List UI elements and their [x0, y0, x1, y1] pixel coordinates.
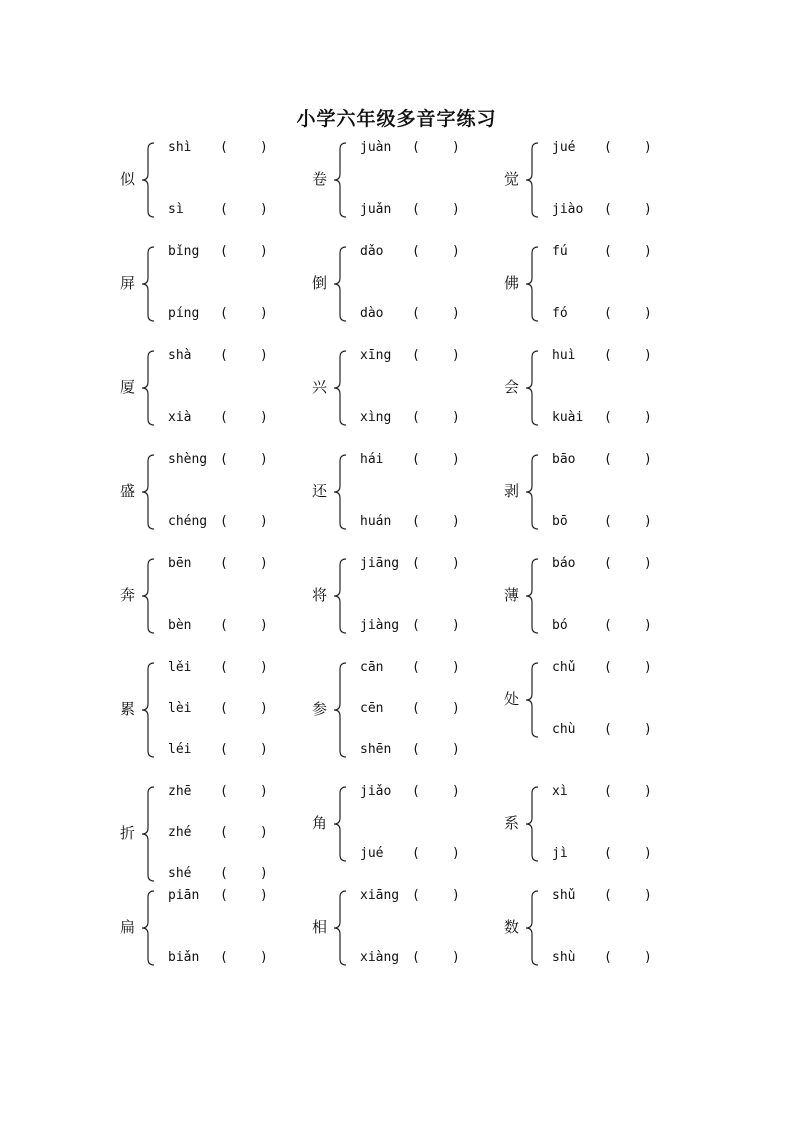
polyphone-char: 兴	[312, 378, 328, 396]
pinyin-reading: dào	[360, 306, 384, 321]
reading-line	[168, 514, 318, 530]
polyphone-char: 厦	[120, 378, 136, 396]
pinyin-reading: fú	[552, 244, 568, 259]
answer-close-paren: )	[644, 846, 652, 861]
pinyin-reading: shà	[168, 348, 192, 363]
reading-line	[168, 618, 318, 634]
polyphone-char: 累	[120, 700, 136, 718]
reading-line	[168, 950, 318, 966]
curly-brace-icon	[524, 350, 540, 426]
answer-open-paren: (	[604, 452, 612, 467]
reading-line	[552, 888, 702, 904]
polyphone-char: 觉	[504, 170, 520, 188]
pinyin-reading: chǔ	[552, 660, 576, 675]
answer-close-paren: )	[452, 846, 460, 861]
answer-open-paren: (	[412, 556, 420, 571]
answer-open-paren: (	[412, 618, 420, 633]
answer-open-paren: (	[220, 618, 228, 633]
reading-line	[552, 950, 702, 966]
answer-close-paren: )	[644, 410, 652, 425]
curly-brace-icon	[140, 890, 156, 966]
reading-line	[360, 556, 510, 572]
answer-open-paren: (	[412, 888, 420, 903]
answer-close-paren: )	[260, 306, 268, 321]
pinyin-reading: fó	[552, 306, 568, 321]
answer-close-paren: )	[260, 618, 268, 633]
answer-close-paren: )	[260, 950, 268, 965]
answer-close-paren: )	[452, 348, 460, 363]
curly-brace-icon	[332, 246, 348, 322]
reading-line	[360, 202, 510, 218]
answer-close-paren: )	[260, 701, 268, 716]
answer-close-paren: )	[452, 618, 460, 633]
answer-open-paren: (	[220, 348, 228, 363]
pinyin-reading: bó	[552, 618, 568, 633]
pinyin-reading: xīng	[360, 348, 392, 363]
polyphone-char: 数	[504, 918, 520, 936]
answer-open-paren: (	[412, 701, 420, 716]
pinyin-reading: chéng	[168, 514, 208, 529]
pinyin-reading: shì	[168, 140, 192, 155]
curly-brace-icon	[140, 142, 156, 218]
reading-line	[552, 410, 702, 426]
answer-close-paren: )	[260, 140, 268, 155]
answer-close-paren: )	[644, 452, 652, 467]
answer-close-paren: )	[452, 140, 460, 155]
reading-line	[168, 244, 318, 260]
pinyin-reading: xiàng	[360, 950, 400, 965]
answer-open-paren: (	[604, 618, 612, 633]
answer-close-paren: )	[644, 306, 652, 321]
answer-close-paren: )	[260, 410, 268, 425]
answer-open-paren: (	[604, 660, 612, 675]
reading-line	[360, 784, 510, 800]
answer-open-paren: (	[412, 846, 420, 861]
pinyin-reading: bō	[552, 514, 568, 529]
answer-close-paren: )	[644, 202, 652, 217]
pinyin-reading: bǐng	[168, 244, 200, 259]
reading-line	[360, 701, 510, 717]
answer-open-paren: (	[220, 825, 228, 840]
answer-open-paren: (	[220, 742, 228, 757]
reading-line	[360, 742, 510, 758]
pinyin-reading: bèn	[168, 618, 192, 633]
pinyin-reading: biǎn	[168, 950, 200, 965]
curly-brace-icon	[524, 890, 540, 966]
answer-open-paren: (	[220, 556, 228, 571]
reading-line	[168, 452, 318, 468]
curly-brace-icon	[140, 558, 156, 634]
curly-brace-icon	[140, 662, 156, 758]
curly-brace-icon	[524, 558, 540, 634]
polyphone-char: 折	[120, 824, 136, 842]
answer-open-paren: (	[604, 348, 612, 363]
answer-open-paren: (	[220, 244, 228, 259]
pinyin-reading: huì	[552, 348, 576, 363]
answer-open-paren: (	[412, 660, 420, 675]
polyphone-char: 将	[312, 586, 328, 604]
page-title: 小学六年级多音字练习	[296, 108, 497, 130]
reading-line	[360, 888, 510, 904]
answer-open-paren: (	[604, 140, 612, 155]
answer-open-paren: (	[220, 866, 228, 881]
pinyin-reading: jiàng	[360, 618, 400, 633]
answer-open-paren: (	[604, 722, 612, 737]
pinyin-reading: jiāng	[360, 556, 400, 571]
pinyin-reading: bāo	[552, 452, 576, 467]
reading-line	[168, 742, 318, 758]
answer-close-paren: )	[260, 825, 268, 840]
polyphone-char: 似	[120, 170, 136, 188]
pinyin-reading: shù	[552, 950, 576, 965]
answer-close-paren: )	[260, 514, 268, 529]
pinyin-reading: cān	[360, 660, 384, 675]
answer-close-paren: )	[644, 722, 652, 737]
reading-line	[360, 452, 510, 468]
reading-line	[168, 825, 318, 841]
answer-open-paren: (	[604, 410, 612, 425]
answer-close-paren: )	[452, 410, 460, 425]
polyphone-char: 参	[312, 700, 328, 718]
answer-open-paren: (	[604, 514, 612, 529]
answer-close-paren: )	[644, 556, 652, 571]
polyphone-char: 系	[504, 814, 520, 832]
polyphone-char: 处	[504, 690, 520, 708]
polyphone-char: 盛	[120, 482, 136, 500]
reading-line	[360, 348, 510, 364]
answer-open-paren: (	[220, 410, 228, 425]
reading-line	[168, 888, 318, 904]
answer-open-paren: (	[220, 784, 228, 799]
pinyin-reading: shǔ	[552, 888, 576, 903]
curly-brace-icon	[332, 786, 348, 862]
reading-line	[168, 410, 318, 426]
pinyin-reading: léi	[168, 742, 192, 757]
reading-line	[360, 950, 510, 966]
pinyin-reading: lèi	[168, 701, 192, 716]
reading-line	[552, 846, 702, 862]
pinyin-reading: shēn	[360, 742, 392, 757]
pinyin-reading: juàn	[360, 140, 392, 155]
answer-open-paren: (	[412, 452, 420, 467]
answer-open-paren: (	[220, 660, 228, 675]
answer-close-paren: )	[260, 202, 268, 217]
answer-close-paren: )	[260, 888, 268, 903]
answer-open-paren: (	[220, 950, 228, 965]
polyphone-char: 角	[312, 814, 328, 832]
answer-close-paren: )	[644, 140, 652, 155]
answer-open-paren: (	[604, 950, 612, 965]
pinyin-reading: shèng	[168, 452, 208, 467]
answer-open-paren: (	[604, 888, 612, 903]
curly-brace-icon	[332, 890, 348, 966]
answer-open-paren: (	[412, 950, 420, 965]
polyphone-char: 相	[312, 918, 328, 936]
pinyin-reading: lěi	[168, 660, 192, 675]
answer-close-paren: )	[260, 784, 268, 799]
reading-line	[360, 410, 510, 426]
answer-open-paren: (	[220, 306, 228, 321]
answer-open-paren: (	[412, 140, 420, 155]
answer-open-paren: (	[220, 452, 228, 467]
reading-line	[552, 306, 702, 322]
answer-close-paren: )	[644, 784, 652, 799]
reading-line	[552, 514, 702, 530]
answer-open-paren: (	[604, 244, 612, 259]
answer-open-paren: (	[220, 701, 228, 716]
answer-close-paren: )	[260, 244, 268, 259]
answer-close-paren: )	[452, 950, 460, 965]
answer-close-paren: )	[644, 348, 652, 363]
reading-line	[168, 140, 318, 156]
answer-open-paren: (	[220, 514, 228, 529]
reading-line	[168, 306, 318, 322]
reading-line	[360, 140, 510, 156]
pinyin-reading: juǎn	[360, 202, 392, 217]
reading-line	[552, 348, 702, 364]
reading-line	[552, 722, 702, 738]
answer-close-paren: )	[452, 660, 460, 675]
polyphone-char: 屏	[120, 274, 136, 292]
answer-close-paren: )	[452, 514, 460, 529]
reading-line	[360, 618, 510, 634]
curly-brace-icon	[524, 662, 540, 738]
answer-open-paren: (	[220, 888, 228, 903]
pinyin-reading: piān	[168, 888, 200, 903]
pinyin-reading: jué	[552, 140, 576, 155]
reading-line	[360, 660, 510, 676]
answer-open-paren: (	[412, 514, 420, 529]
reading-line	[168, 348, 318, 364]
reading-line	[168, 556, 318, 572]
curly-brace-icon	[524, 246, 540, 322]
answer-open-paren: (	[604, 556, 612, 571]
answer-close-paren: )	[260, 660, 268, 675]
answer-open-paren: (	[412, 742, 420, 757]
answer-close-paren: )	[452, 306, 460, 321]
reading-line	[552, 618, 702, 634]
pinyin-reading: shé	[168, 866, 192, 881]
pinyin-reading: xià	[168, 410, 192, 425]
curly-brace-icon	[524, 454, 540, 530]
pinyin-reading: zhé	[168, 825, 192, 840]
answer-close-paren: )	[452, 244, 460, 259]
pinyin-reading: sì	[168, 202, 184, 217]
answer-open-paren: (	[412, 784, 420, 799]
pinyin-reading: chù	[552, 722, 576, 737]
reading-line	[168, 866, 318, 882]
answer-open-paren: (	[604, 846, 612, 861]
pinyin-reading: píng	[168, 306, 200, 321]
curly-brace-icon	[524, 142, 540, 218]
pinyin-reading: jiào	[552, 202, 584, 217]
answer-close-paren: )	[452, 556, 460, 571]
answer-close-paren: )	[260, 866, 268, 881]
answer-open-paren: (	[412, 306, 420, 321]
reading-line	[552, 202, 702, 218]
answer-open-paren: (	[604, 202, 612, 217]
reading-line	[360, 514, 510, 530]
pinyin-reading: xì	[552, 784, 568, 799]
answer-open-paren: (	[604, 784, 612, 799]
curly-brace-icon	[140, 246, 156, 322]
reading-line	[360, 846, 510, 862]
answer-open-paren: (	[220, 202, 228, 217]
pinyin-reading: xiāng	[360, 888, 400, 903]
curly-brace-icon	[332, 558, 348, 634]
reading-line	[168, 202, 318, 218]
answer-close-paren: )	[260, 348, 268, 363]
pinyin-reading: jué	[360, 846, 384, 861]
pinyin-reading: zhē	[168, 784, 192, 799]
reading-line	[360, 244, 510, 260]
curly-brace-icon	[332, 454, 348, 530]
polyphone-char: 扁	[120, 918, 136, 936]
answer-open-paren: (	[604, 306, 612, 321]
pinyin-reading: bēn	[168, 556, 192, 571]
polyphone-char: 卷	[312, 170, 328, 188]
answer-open-paren: (	[412, 410, 420, 425]
reading-line	[168, 784, 318, 800]
pinyin-reading: hái	[360, 452, 384, 467]
polyphone-char: 倒	[312, 274, 328, 292]
pinyin-reading: xìng	[360, 410, 392, 425]
answer-close-paren: )	[644, 514, 652, 529]
polyphone-char: 佛	[504, 274, 520, 292]
answer-open-paren: (	[220, 140, 228, 155]
polyphone-char: 会	[504, 378, 520, 396]
reading-line	[360, 306, 510, 322]
reading-line	[552, 660, 702, 676]
answer-open-paren: (	[412, 348, 420, 363]
answer-close-paren: )	[452, 784, 460, 799]
answer-close-paren: )	[260, 742, 268, 757]
polyphone-char: 还	[312, 482, 328, 500]
curly-brace-icon	[140, 454, 156, 530]
reading-line	[552, 452, 702, 468]
curly-brace-icon	[524, 786, 540, 862]
curly-brace-icon	[332, 662, 348, 758]
answer-close-paren: )	[260, 452, 268, 467]
answer-close-paren: )	[452, 452, 460, 467]
answer-open-paren: (	[412, 244, 420, 259]
reading-line	[552, 244, 702, 260]
answer-close-paren: )	[644, 618, 652, 633]
polyphone-char: 剥	[504, 482, 520, 500]
pinyin-reading: cēn	[360, 701, 384, 716]
polyphone-char: 奔	[120, 586, 136, 604]
curly-brace-icon	[332, 350, 348, 426]
reading-line	[552, 140, 702, 156]
answer-close-paren: )	[644, 950, 652, 965]
pinyin-reading: jì	[552, 846, 568, 861]
pinyin-reading: huán	[360, 514, 392, 529]
answer-close-paren: )	[260, 556, 268, 571]
answer-close-paren: )	[452, 202, 460, 217]
curly-brace-icon	[332, 142, 348, 218]
pinyin-reading: dǎo	[360, 244, 384, 259]
answer-close-paren: )	[644, 888, 652, 903]
polyphone-char: 薄	[504, 586, 520, 604]
answer-open-paren: (	[412, 202, 420, 217]
reading-line	[168, 660, 318, 676]
reading-line	[168, 701, 318, 717]
answer-close-paren: )	[452, 701, 460, 716]
pinyin-reading: kuài	[552, 410, 584, 425]
answer-close-paren: )	[452, 888, 460, 903]
answer-close-paren: )	[644, 244, 652, 259]
answer-close-paren: )	[452, 742, 460, 757]
curly-brace-icon	[140, 786, 156, 882]
reading-line	[552, 556, 702, 572]
reading-line	[552, 784, 702, 800]
answer-close-paren: )	[644, 660, 652, 675]
curly-brace-icon	[140, 350, 156, 426]
pinyin-reading: jiǎo	[360, 784, 392, 799]
pinyin-reading: báo	[552, 556, 576, 571]
